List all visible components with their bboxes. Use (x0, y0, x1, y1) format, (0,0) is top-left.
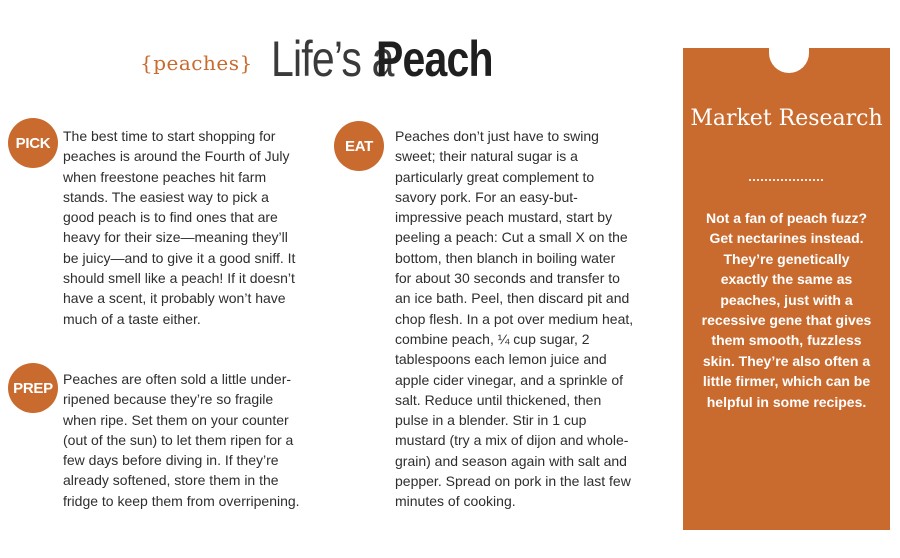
article-header (140, 30, 519, 90)
pick-text: The best time to start shopping for peaches is around the Fourth of July when freestone peaches hit farm stands. The easiest way to pick a good peach is to find ones that are heavy for their size—meaning they’ll be juicy—and to give it a good sniff. It should smell like a peach! If it doesn’t have a scent, it probably won’t have much of a taste either. (63, 128, 296, 327)
sidebar-notch (769, 47, 809, 73)
page-title (271, 30, 519, 88)
pick-badge: PICK (8, 118, 58, 168)
sidebar-title: Market Research (690, 106, 883, 131)
eat-badge: EAT (334, 121, 384, 171)
eat-text: Peaches don’t just have to swing sweet; their natural sugar is a particularly great complement to savory pork. For an easy-but-impressive peach mustard, start by peeling a peach: Cut a small X on the bottom, then blanch in boiling water for about 30 seconds and transfer to an ice bath. Peel, then discard pit and chop flesh. In a pot over medium heat, combine peach, ¼ cup sugar, 2 tablespoons each lemon juice and apple cider vinegar, and a sprinkle of salt. Reduce until thickened, then pulse in a blender. Stir in 1 cup mustard (try a mix of dijon and whole-grain) and season again with salt and pepper. Spread on pork in the last few minutes of cooking. (395, 128, 634, 510)
market-research-sidebar (683, 48, 890, 530)
title-light: Life’s a (270, 31, 394, 87)
topic-tag: {peaches} (140, 51, 253, 75)
sidebar-divider (749, 179, 823, 181)
prep-badge: PREP (8, 363, 58, 413)
title-bold: Peach (376, 31, 493, 87)
sidebar-body: Not a fan of peach fuzz? Get nectarines instead. They’re genetically exactly the same as peaches, just with a recessive gene that gives them smooth, fuzzless skin. They’re also often a little firmer, which can be helpful in some recipes. (701, 210, 872, 410)
prep-text: Peaches are often sold a little under-ripened because they’re so fragile when ripe. Set them on your counter (out of the sun) to let them ripen for a few days before diving in. If they’re already softened, store them in the fridge to keep them from overripening. (63, 371, 300, 509)
